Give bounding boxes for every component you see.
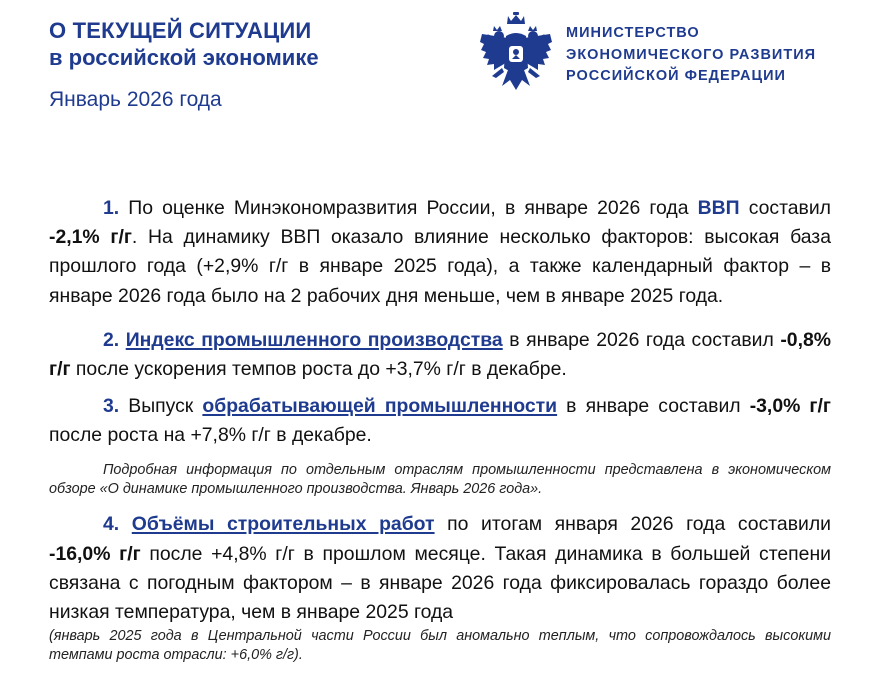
text: после ускорения темпов роста до +3,7% г/г в декабре.	[70, 358, 567, 381]
text: после роста на +7,8% г/г в декабре.	[49, 424, 372, 447]
ministry-line-1: МИНИСТЕРСТВО	[566, 25, 700, 41]
text: по итогам января 2026 года составили	[434, 513, 831, 536]
value-gdp: -2,1% г/г	[49, 226, 132, 249]
item-number: 2.	[103, 328, 120, 351]
report-body	[49, 194, 831, 664]
value-construction: -16,0% г/г	[49, 542, 141, 565]
report-title: О ТЕКУЩЕЙ СИТУАЦИИ	[49, 18, 312, 43]
double-headed-eagle-emblem-icon	[478, 12, 554, 92]
item-number: 1.	[103, 197, 120, 219]
text: в январе 2026 года составил	[502, 328, 781, 351]
text: По оценке Минэкономразвития России, в январе 2026 года	[119, 197, 698, 219]
ministry-name	[566, 23, 816, 88]
term-industrial-production: Индекс промышленного производства	[125, 328, 503, 351]
text: составил	[739, 197, 831, 219]
term-construction: Объёмы строительных работ	[131, 513, 435, 536]
text: в январе составил	[557, 395, 750, 418]
note-construction: (январь 2025 года в Центральной части России был аномально теплым, что сопровождалось высокими темпами роста отрасли: +6,0% г/г).	[49, 628, 831, 663]
note-industry-review: Подробная информация по отдельным отраслям промышленности представлена в экономическом обзоре «О динамике промышленного производства. Январь 2026 года».	[49, 461, 831, 498]
report-header	[49, 18, 319, 112]
report-date: Январь 2026 года	[49, 88, 222, 111]
paragraph-construction	[49, 510, 831, 627]
paragraph-gdp	[49, 194, 831, 311]
text: . На динамику ВВП оказало влияние несколько факторов: высокая база прошлого года (+2,9% г/г в январе 2025 года), а также календарный фактор – в январе 2026 года было на 2 рабочих дня меньше, чем в январе 2025 года.	[49, 226, 831, 307]
value-industrial-production: -0,8% г/г	[49, 328, 831, 381]
ministry-line-3: РОССИЙСКОЙ ФЕДЕРАЦИИ	[566, 68, 786, 84]
item-number: 4.	[103, 513, 120, 536]
text: Выпуск	[119, 395, 203, 418]
paragraph-manufacturing	[49, 392, 831, 450]
report-subtitle: в российской экономике	[49, 45, 319, 70]
term-gdp: ВВП	[697, 197, 740, 219]
paragraph-industrial-production	[49, 326, 831, 384]
item-number: 3.	[103, 395, 120, 418]
text: после +4,8% г/г в прошлом месяце. Такая динамика в большей степени связана с погодным фактором – в январе 2026 года фиксировалась гораздо более низкая температура, чем в январе 2025 года	[49, 542, 831, 624]
ministry-line-2: ЭКОНОМИЧЕСКОГО РАЗВИТИЯ	[566, 46, 817, 63]
term-manufacturing: обрабатывающей промышленности	[202, 395, 558, 418]
value-manufacturing: -3,0% г/г	[749, 395, 831, 418]
